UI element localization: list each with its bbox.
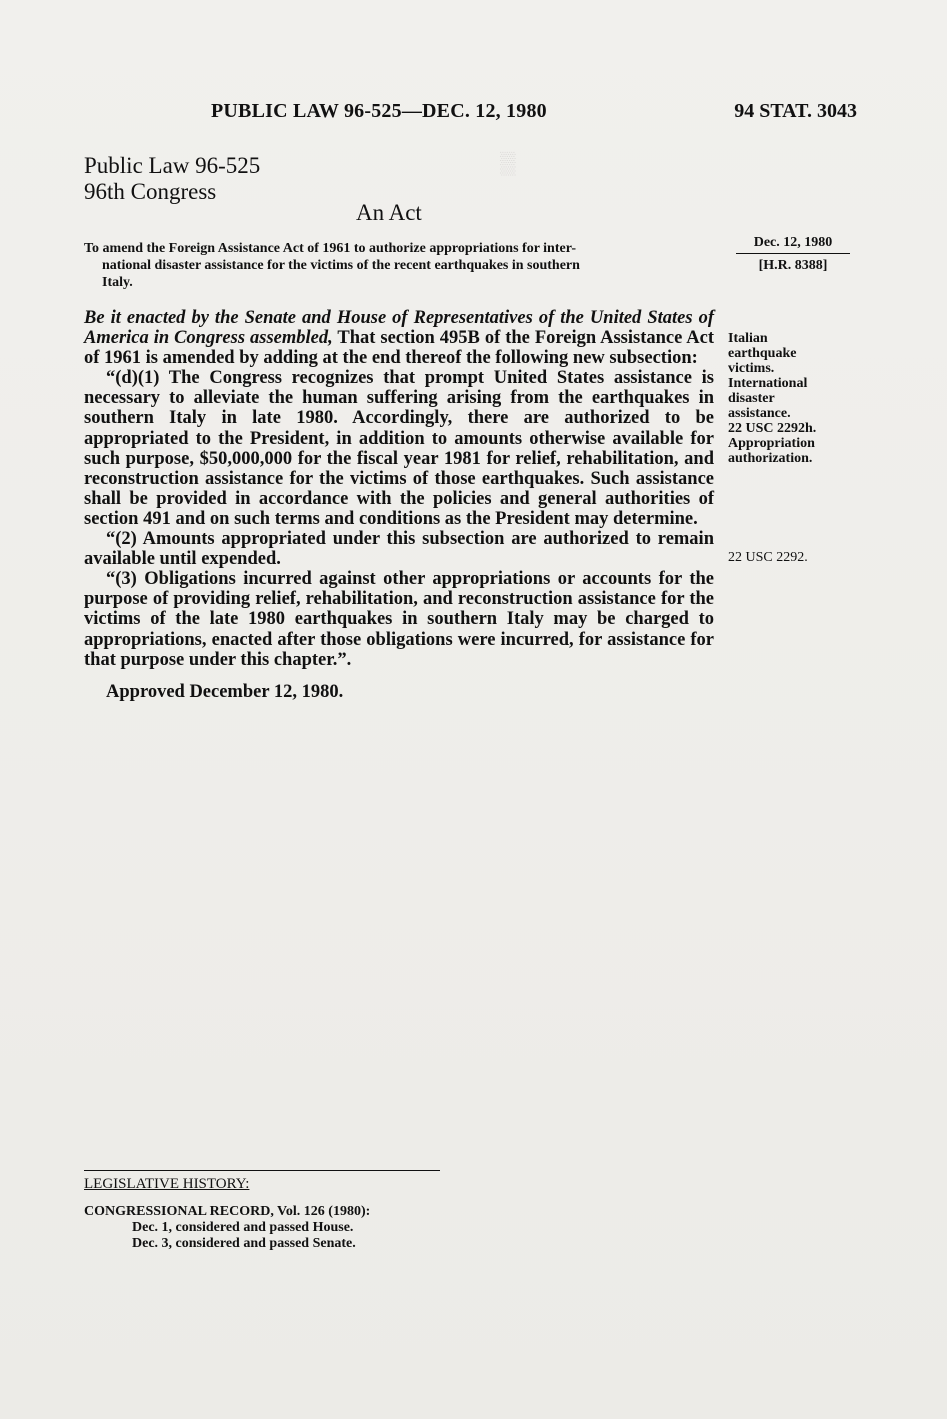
margin-note-line: Italian (728, 331, 768, 346)
public-law-number: Public Law 96-525 (84, 153, 261, 178)
approval-line: Approved December 12, 1980. (106, 681, 344, 702)
legislative-history-heading: LEGISLATIVE HISTORY: (84, 1176, 250, 1192)
margin-note-topics (728, 331, 816, 466)
enacting-paragraph (84, 308, 714, 368)
history-entry: Dec. 1, considered and passed House. (132, 1220, 354, 1235)
bleed-through-mark: ▒ (500, 150, 516, 175)
margin-note-line: 22 USC 2292h. (728, 421, 817, 436)
statute-citation: 94 STAT. 3043 (734, 100, 857, 122)
subsection-d1: “(d)(1) The Congress recognizes that prompt United States assistance is necessary to alleviate the human suffering arising from the earthquakes in southern Italy in late 1980. Accordingly, there are authorized to be appropriated to the President, in addition to amounts otherwise available for such purpose, $50,000,000 for the fiscal year 1981 for relief, rehabilitation, and reconstruction assistance for the victims of those earthquakes. Such assistance shall be provided in accordance with the policies and general authorities of section 491 and on such terms and conditions as the President may determine. (84, 368, 714, 529)
margin-note-line: International (728, 376, 808, 391)
act-title: An Act (356, 200, 422, 225)
congressional-record: CONGRESSIONAL RECORD, Vol. 126 (1980): (84, 1204, 371, 1219)
enactment-date-box (736, 235, 850, 274)
purpose-line: national disaster assistance for the victims of the recent earthquakes in southern (102, 258, 580, 273)
running-title: PUBLIC LAW 96-525—DEC. 12, 1980 (211, 100, 547, 122)
legislative-history-rule (84, 1170, 440, 1171)
purpose-line: Italy. (102, 275, 133, 290)
margin-note-line: earthquake (728, 346, 797, 361)
history-entry: Dec. 3, considered and passed Senate. (132, 1236, 356, 1251)
legislative-history (84, 1176, 370, 1252)
enacting-clause: Be it enacted by the Senate and House of Representatives of the United States of America in Congress assembled, (84, 308, 714, 349)
margin-note-line: authorization. (728, 451, 813, 466)
public-law-block (84, 153, 260, 205)
bill-number: [H.R. 8388] (758, 258, 828, 273)
margin-note-line: disaster (728, 391, 775, 406)
purpose-clause (84, 240, 714, 291)
enacting-text: That section 495B of the Foreign Assistance Act of 1961 is amended by adding at the end thereof the following new subsection: (84, 328, 715, 369)
margin-note-usc: 22 USC 2292. (728, 550, 808, 565)
enactment-date: Dec. 12, 1980 (753, 235, 833, 250)
subsection-d3: “(3) Obligations incurred against other appropriations or accounts for the purpose of providing relief, rehabilitation, and reconstruction assistance for the victims of the late 1980 earthquakes in southern Italy may be charged to appropriations, enacted after those obligations were incurred, for assistance for that purpose under this chapter.”. (84, 569, 714, 670)
purpose-line: To amend the Foreign Assistance Act of 1961 to authorize appropriations for inter- (84, 241, 577, 256)
margin-note-line: victims. (728, 361, 775, 376)
subsection-d2: “(2) Amounts appropriated under this subsection are authorized to remain available until expended. (84, 529, 714, 570)
date-rule (736, 253, 850, 254)
act-body (84, 308, 714, 702)
margin-note-line: assistance. (728, 406, 791, 421)
margin-note-line: Appropriation (728, 436, 815, 451)
congress-number: 96th Congress (84, 179, 217, 204)
